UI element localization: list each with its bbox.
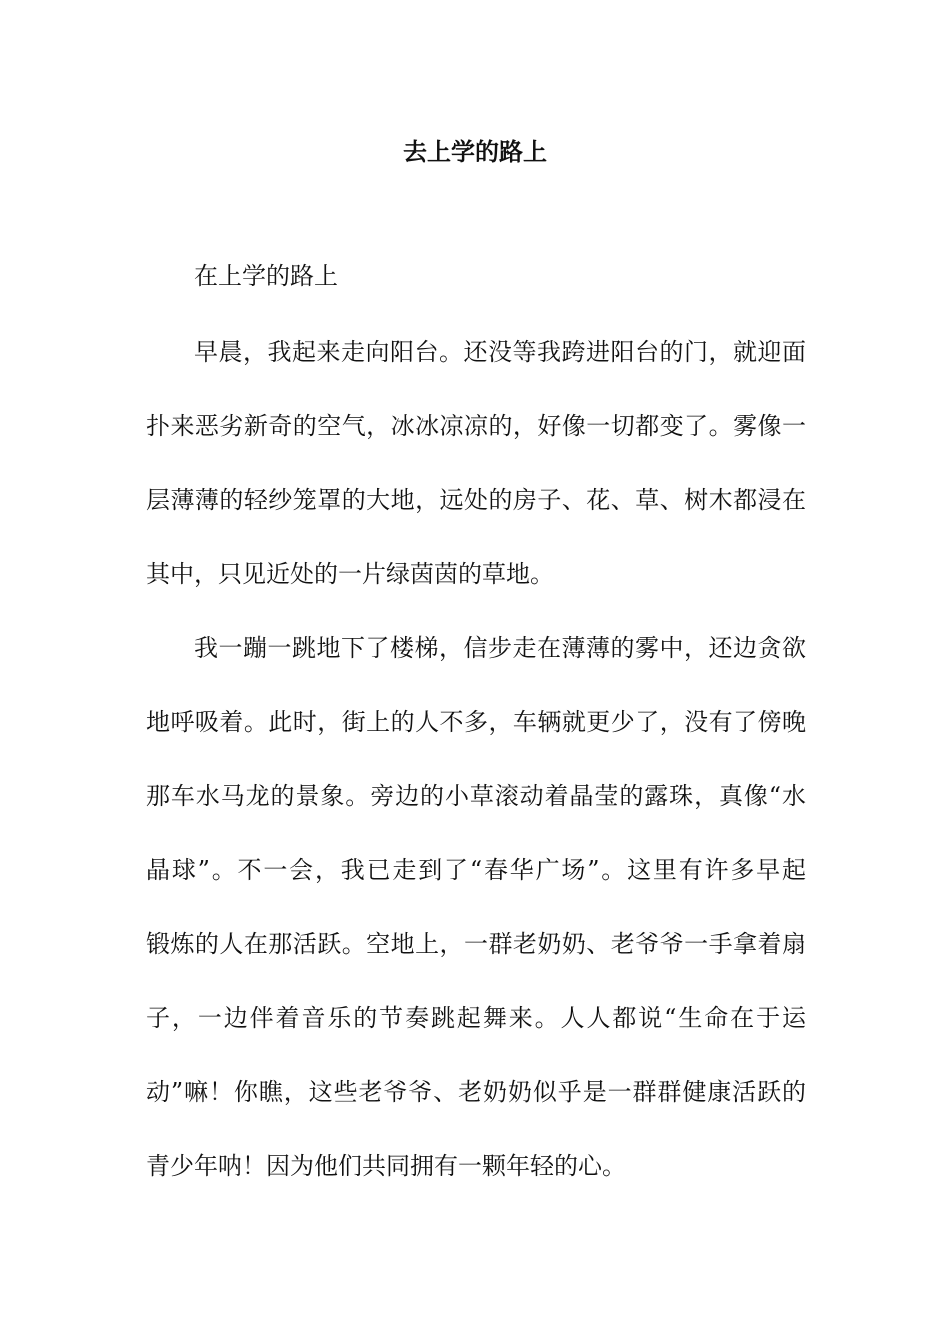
paragraph-2-line-4: 晶球”。不一会，我已走到了“春华广场”。这里有许多早起: [146, 856, 806, 884]
paragraph-2-line-7: 动”嘛！你瞧，这些老爷爷、老奶奶似乎是一群群健康活跃的: [146, 1078, 806, 1106]
paragraph-1-line-2: 扑来恶劣新奇的空气，冰冰凉凉的，好像一切都变了。雾像一: [146, 412, 806, 440]
paragraph-1-line-4: 其中，只见近处的一片绿茵茵的草地。: [146, 560, 554, 588]
paragraph-1-line-3: 层薄薄的轻纱笼罩的大地，远处的房子、花、草、树木都浸在: [146, 486, 806, 514]
document-title: 去上学的路上: [403, 137, 547, 166]
paragraph-2-line-8: 青少年呐！因为他们共同拥有一颗年轻的心。: [146, 1152, 626, 1180]
paragraph-2-line-2: 地呼吸着。此时，街上的人不多，车辆就更少了，没有了傍晚: [146, 708, 806, 736]
paragraph-2-line-1: 我一蹦一跳地下了楼梯，信步走在薄薄的雾中，还边贪欲: [194, 634, 806, 662]
paragraph-2-line-5: 锻炼的人在那活跃。空地上，一群老奶奶、老爷爷一手拿着扇: [146, 930, 806, 958]
paragraph-heading-line: 在上学的路上: [194, 262, 338, 290]
paragraph-1-line-1: 早晨，我起来走向阳台。还没等我跨进阳台的门，就迎面: [194, 338, 806, 366]
paragraph-2-line-6: 子，一边伴着音乐的节奏跳起舞来。人人都说“生命在于运: [146, 1004, 806, 1032]
paragraph-2-line-3: 那车水马龙的景象。旁边的小草滚动着晶莹的露珠，真像“水: [146, 782, 806, 810]
